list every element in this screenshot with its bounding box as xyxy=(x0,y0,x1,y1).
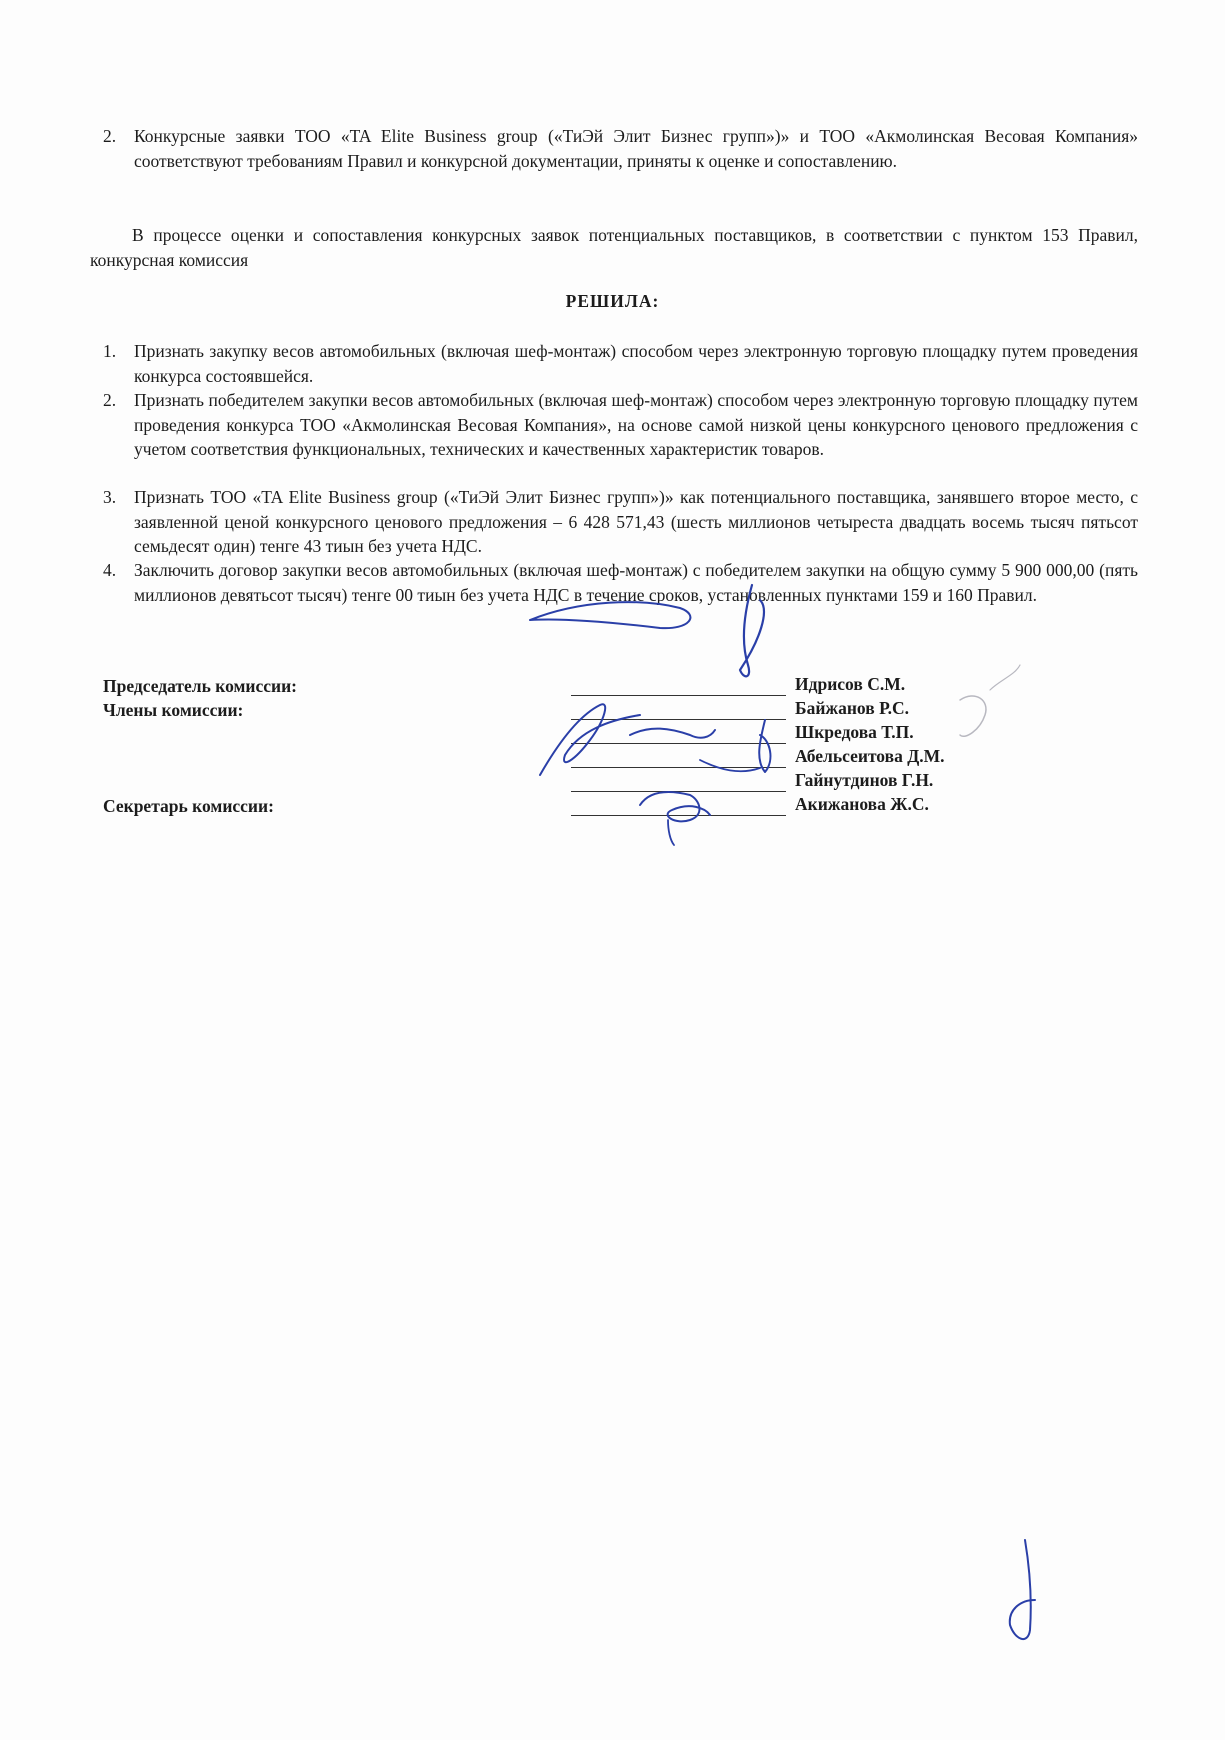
member-signature-ink xyxy=(759,720,770,772)
signatory-name: Гайнутдинов Г.Н. xyxy=(795,770,934,790)
faint-signature-mark xyxy=(960,696,986,736)
signatory-name: Абельсеитова Д.М. xyxy=(795,746,945,766)
page-initial-ink xyxy=(1010,1540,1035,1639)
decision-text: Признать ТОО «TA Elite Business group («ТиЭй Элит Бизнес групп»)» как потенциального поставщика, занявшего второе место, с заявленной ценой конкурсного ценового предложения – 6 428 571,43 (шесть миллионов четыреста двадцать восемь тысяч пятьсот семьдесят один) тенге 43 тиын без учета НДС. xyxy=(134,487,1138,556)
decision-text: Заключить договор закупки весов автомобильных (включая шеф-монтаж) с победителем закупки на общую сумму 5 900 000,00 (пять миллионов девятьсот тысяч) тенге 00 тиын без учета НДС в течение сроков, установленных пунктами 159 и 160 Правил. xyxy=(134,560,1138,605)
signatory-name: Идрисов С.М. xyxy=(795,674,906,694)
signature-line xyxy=(571,767,786,768)
decision-text: Признать победителем закупки весов автомобильных (включая шеф-монтаж) способом через электронную торговую площадку путем проведения конкурса ТОО «Акмолинская Весовая Компания», на основе самой низкой цены конкурсного ценового предложения с учетом соответствия функциональных, технических и качественных характеристик товаров. xyxy=(134,390,1138,459)
decision-number: 4. xyxy=(103,560,117,580)
item-number: 2. xyxy=(103,126,117,146)
signature-line xyxy=(571,695,786,696)
decision-text: Признать закупку весов автомобильных (включая шеф-монтаж) способом через электронную торговую площадку путем проведения конкурса состоявшейся. xyxy=(134,341,1138,386)
secretary-label: Секретарь комиссии: xyxy=(103,796,274,816)
item-text: Конкурсные заявки ТОО «TA Elite Business group («ТиЭй Элит Бизнес групп»)» и ТОО «Акмолинская Весовая Компания» соответствуют требованиям Правил и конкурсной документации, приняты к оценке и сопоставлению. xyxy=(134,126,1138,171)
decision-item-2 xyxy=(103,388,1138,462)
member-signature-ink xyxy=(700,760,760,771)
faint-signature-mark xyxy=(990,665,1020,690)
decision-number: 2. xyxy=(103,390,117,410)
member-signature-ink xyxy=(630,729,715,738)
signature-line xyxy=(571,719,786,720)
signatory-name: Шкредова Т.П. xyxy=(795,722,914,742)
decision-item-1 xyxy=(103,339,1138,388)
signatory-name: Акижанова Ж.С. xyxy=(795,794,929,814)
decision-number: 1. xyxy=(103,341,117,361)
intro-paragraph: В процессе оценки и сопоставления конкурсных заявок потенциальных поставщиков, в соответствии с пунктом 153 Правил, конкурсная комиссия xyxy=(90,225,1138,270)
signatory-name: Байжанов Р.С. xyxy=(795,698,909,718)
signature-line xyxy=(571,743,786,744)
signature-line xyxy=(571,815,786,816)
signature-line xyxy=(571,791,786,792)
members-label: Члены комиссии: xyxy=(103,700,244,720)
decision-item-3 xyxy=(103,485,1138,559)
decision-item-4 xyxy=(103,558,1138,607)
decision-heading: РЕШИЛА: xyxy=(565,291,660,311)
secretary-signature-ink xyxy=(640,792,710,821)
chairman-label: Председатель комиссии: xyxy=(103,676,298,696)
member-signature-ink xyxy=(540,704,640,775)
decision-number: 3. xyxy=(103,487,117,507)
secretary-signature-ink xyxy=(668,820,674,845)
top-item-2 xyxy=(103,124,1138,173)
